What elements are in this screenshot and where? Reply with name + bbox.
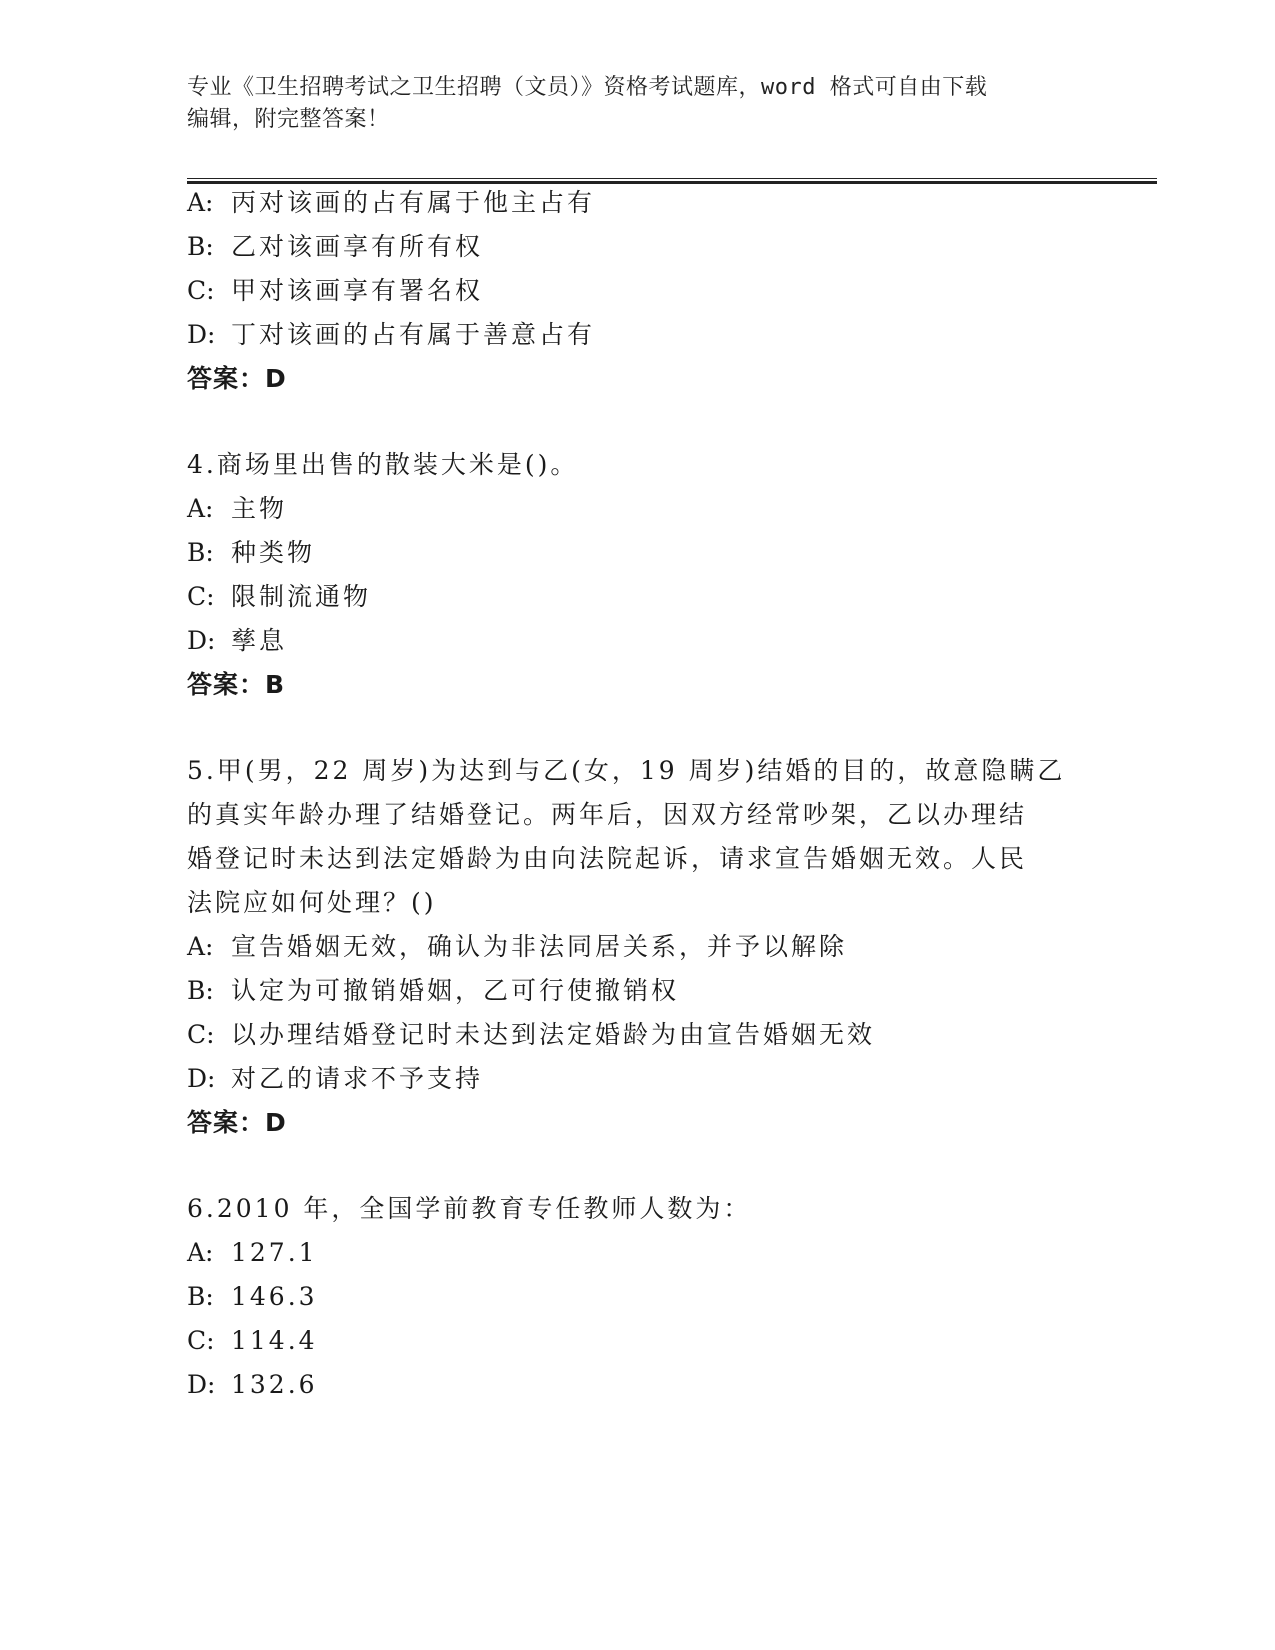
header-line-2: 编辑，附完整答案！	[187, 107, 390, 132]
q3-option-b: B: 乙对该画享有所有权	[187, 232, 484, 261]
q5-option-c: C: 以办理结婚登记时未达到法定婚龄为由宣告婚姻无效	[187, 1020, 876, 1049]
q5-option-d: D: 对乙的请求不予支持	[187, 1064, 484, 1093]
q4-option-b: B: 种类物	[187, 538, 316, 567]
q6-option-c: C: 114.4	[187, 1326, 318, 1355]
header-divider-thick	[187, 181, 1157, 184]
q6-option-d: D: 132.6	[187, 1370, 318, 1399]
q5-question-line-1: 5.甲(男，22 周岁)为达到与乙(女，19 周岁)结婚的目的，故意隐瞒乙	[187, 756, 1066, 785]
q5-question-line-4: 法院应如何处理？()	[187, 888, 437, 917]
q3-option-d: D: 丁对该画的占有属于善意占有	[187, 320, 596, 349]
q5-question-line-2: 的真实年龄办理了结婚登记。两年后，因双方经常吵架，乙以办理结	[187, 800, 1028, 829]
q6-question: 6.2010 年，全国学前教育专任教师人数为：	[187, 1194, 752, 1223]
q4-question: 4.商场里出售的散装大米是()。	[187, 450, 579, 479]
q6-option-a: A: 127.1	[187, 1238, 318, 1267]
q3-option-c: C: 甲对该画享有署名权	[187, 276, 484, 305]
q5-option-a: A: 宣告婚姻无效，确认为非法同居关系，并予以解除	[187, 932, 848, 961]
q3-answer: 答案：D	[187, 364, 287, 393]
q5-question-line-3: 婚登记时未达到法定婚龄为由向法院起诉，请求宣告婚姻无效。人民	[187, 844, 1028, 873]
q4-option-a: A: 主物	[187, 494, 288, 523]
q6-option-b: B: 146.3	[187, 1282, 318, 1311]
header-line-1: 专业《卫生招聘考试之卫生招聘（文员）》资格考试题库，word 格式可自由下载	[187, 75, 988, 100]
q5-answer: 答案：D	[187, 1108, 287, 1137]
q4-answer: 答案：B	[187, 670, 286, 699]
document-page	[187, 0, 1157, 1650]
q5-option-b: B: 认定为可撤销婚姻，乙可行使撤销权	[187, 976, 680, 1005]
document-header	[187, 72, 1087, 136]
q4-option-c: C: 限制流通物	[187, 582, 372, 611]
q4-option-d: D: 孳息	[187, 626, 288, 655]
header-divider-thin	[187, 178, 1157, 179]
q3-option-a: A: 丙对该画的占有属于他主占有	[187, 188, 596, 217]
